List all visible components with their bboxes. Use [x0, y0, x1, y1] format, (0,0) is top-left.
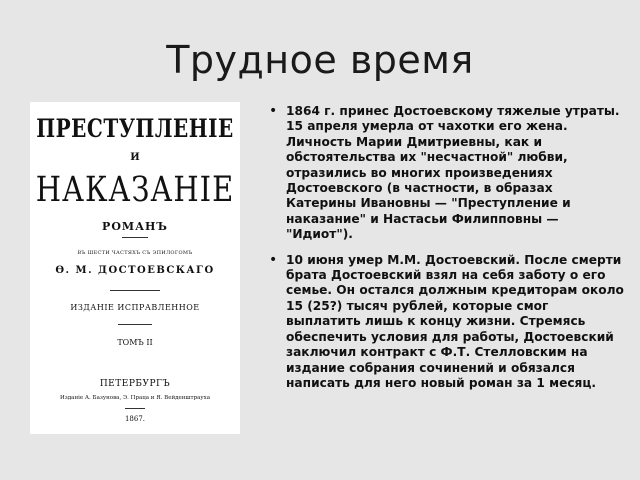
bullet-item: • 10 июня умер М.М. Достоевский. После смерти брата Достоевский взял на себя заботу о его семье. Он остался должным кредиторам около 15 (25?) тысяч рублей, которые смог выплатить лишь к концу жизни. Стремясь обеспечить условия для работы, Достоевский заключил контракт с Ф.Т. Стелловским на издание собрания сочинений и обязался написать для него новый роман за 1 месяц. [286, 253, 624, 392]
cover-volume: ТОМЪ II [117, 338, 153, 347]
cover-parts: ВЪ ШЕСТИ ЧАСТЯХЪ СЪ ЭПИЛОГОМЪ [77, 250, 193, 256]
cover-conjunction: И [130, 152, 140, 163]
cover-genre: РОМАНЪ [102, 220, 168, 233]
book-cover-image [30, 102, 240, 434]
cover-year: 1867. [124, 415, 146, 423]
slide-title: Трудное время [166, 38, 474, 82]
bullet-list-container [268, 104, 624, 401]
cover-author: Ѳ. М. ДОСТОЕВСКАГО [55, 265, 215, 276]
cover-publishers: Изданіе А. Базунова, Э. Праца и Я. Вейденштрауха [59, 395, 211, 401]
cover-city: ПЕТЕРБУРГЪ [99, 379, 171, 389]
cover-rule [122, 237, 148, 238]
cover-title: ПРЕСТУПЛЕНІЕ [36, 113, 234, 143]
cover-rule [125, 408, 145, 409]
cover-rule [118, 324, 152, 325]
bullet-list [268, 104, 624, 391]
cover-edition: ИЗДАНІЕ ИСПРАВЛЕННОЕ [70, 303, 200, 312]
cover-subtitle: НАКАЗАНІЕ [35, 168, 235, 210]
bullet-item: • 1864 г. принес Достоевскому тяжелые утраты. 15 апреля умерла от чахотки его жена. Личность Марии Дмитриевны, как и обстоятельства их "несчастной" любви, отразились во многих произведениях Достоевского (в частности, в образах Катерины Ивановны — "Преступление и наказание" и Настасьи Филипповны — "Идиот"). [286, 104, 624, 243]
cover-rule [110, 290, 160, 291]
